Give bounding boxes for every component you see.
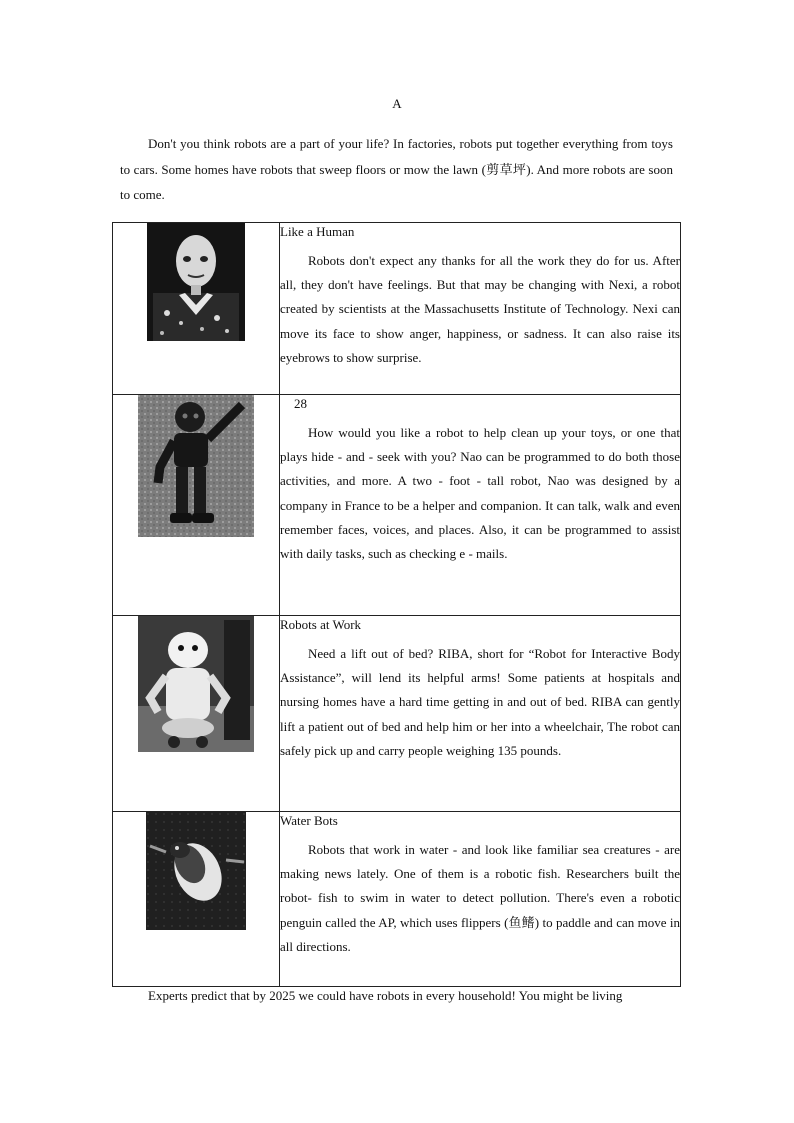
passages-table [112, 222, 681, 987]
passage-heading-blank [280, 395, 680, 413]
passage-heading: Robots at Work [280, 617, 362, 632]
outro-paragraph: Experts predict that by 2025 we could have robots in every household! You might be living [148, 988, 623, 1003]
passage-heading: Like a Human [280, 224, 355, 239]
passage-body: Need a lift out of bed? RIBA, short for “Robot for Interactive Body Assistance”, will lend its helpful arms! Some patients at hospitals and nursing homes have a hard time getting in and out of bed. RIBA can gently lift a patient out of bed and help him or her into a wheelchair, The robot can safely pick up and carry people weighing 135 pounds. [280, 646, 680, 758]
robot-penguin-photo-icon [146, 812, 246, 930]
image-cell [113, 616, 280, 812]
passage-body: Robots don't expect any thanks for all the work they do for us. After all, they don't have feelings. But that may be changing with Nexi, a robot created by scientists at the Massachusetts Institute of Technology. Nexi can move its face to show anger, happiness, or sadness. It can also raise its eyebrows to show surprise. [280, 253, 680, 365]
passage-cell [280, 395, 681, 616]
care-robot-photo-icon [138, 616, 254, 752]
table-row [113, 223, 681, 395]
image-cell [113, 395, 280, 616]
robot-face-photo-icon [147, 223, 245, 341]
image-cell [113, 223, 280, 395]
table-row [113, 812, 681, 987]
passage-cell [280, 223, 681, 395]
passage-body: How would you like a robot to help clean up your toys, or one that plays hide - and - seek with you? Nao can be programmed to do both those activities, and more. A two - foot - tall robot, Nao was designed by a company in France to be a helper and companion. It can talk, walk and even remember faces, voices, and places. Also, it can be programmed to assist with daily tasks, such as checking e - mails. [280, 425, 680, 562]
table-row [113, 395, 681, 616]
blank-number: 28 [294, 396, 307, 411]
image-cell [113, 812, 280, 987]
passage-body: Robots that work in water - and look like familiar sea creatures - are making news lately. One of them is a robotic fish. Researchers built the robot- fish to swim in water to detect pollution. There's even a robotic penguin called the AP, which uses flippers (鱼鳍) to paddle and can move in all directions. [280, 842, 680, 954]
passage-cell [280, 616, 681, 812]
passage-cell [280, 812, 681, 987]
intro-paragraph: Don't you think robots are a part of your life? In factories, robots put together everything from toys to cars. Some homes have robots that sweep floors or mow the lawn (剪草坪). And more robots are soon to come. [120, 136, 673, 202]
section-label: A [392, 96, 402, 111]
passage-heading: Water Bots [280, 813, 338, 828]
humanoid-robot-photo-icon [138, 395, 254, 537]
table-row [113, 616, 681, 812]
